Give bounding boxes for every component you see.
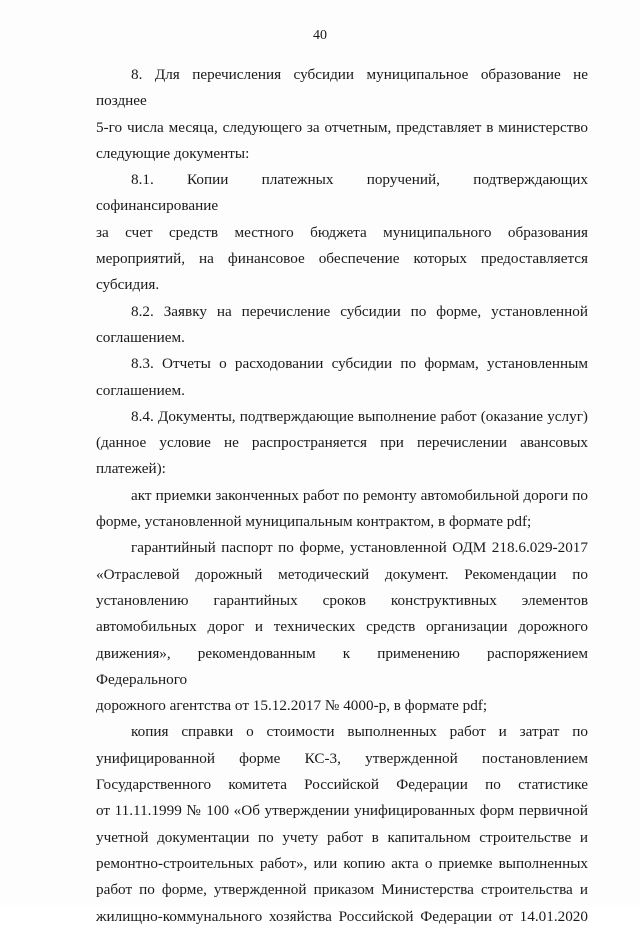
text-line: следующие документы: bbox=[96, 144, 250, 162]
text-line: автомобильных дорог и технических средств организации дорожного bbox=[96, 618, 588, 636]
text-line: работ по форме, утвержденной приказом Министерства строительства и bbox=[96, 881, 588, 899]
text-line: 8.1. Копии платежных поручений, подтверждающих софинансирование bbox=[96, 171, 588, 215]
text-line: учетной документации по учету работ в капитальном строительстве и bbox=[96, 828, 588, 846]
text-line: акт приемки законченных работ по ремонту автомобильной дороги по bbox=[131, 486, 588, 504]
paragraph-8-3 bbox=[96, 351, 588, 404]
page-number: 40 bbox=[313, 28, 327, 43]
text-line: 8.4. Документы, подтверждающие выполнение работ (оказание услуг) bbox=[131, 407, 588, 425]
text-line: 8.3. Отчеты о расходовании субсидии по формам, установленным bbox=[131, 355, 588, 373]
text-line: субсидия. bbox=[96, 276, 160, 294]
text-line: за счет средств местного бюджета муниципального образования bbox=[96, 223, 588, 241]
text-line: 8. Для перечисления субсидии муниципальное образование не позднее bbox=[96, 66, 588, 110]
text-line: ремонтно-строительных работ», или копию акта о приемке выполненных bbox=[96, 854, 588, 872]
text-line: от 11.11.1999 № 100 «Об утверждении унифицированных форм первичной bbox=[96, 802, 588, 820]
paragraph-warranty-passport bbox=[96, 535, 588, 719]
paragraph-8 bbox=[96, 62, 588, 167]
text-line: Государственного комитета Российской Федерации по статистике bbox=[96, 776, 588, 794]
text-line: жилищно-коммунального хозяйства Российской Федерации от 14.01.2020 bbox=[96, 907, 588, 925]
text-line: дорожного агентства от 15.12.2017 № 4000-р, в формате pdf; bbox=[96, 697, 488, 715]
paragraph-ks3-copy bbox=[96, 719, 588, 929]
text-line: мероприятий, на финансовое обеспечение которых предоставляется bbox=[96, 250, 588, 268]
text-line: движения», рекомендованным к применению распоряжением Федерального bbox=[96, 644, 588, 688]
paragraph-8-2 bbox=[96, 299, 588, 352]
document-body bbox=[96, 62, 588, 930]
text-line: (данное условие не распространяется при перечислении авансовых bbox=[96, 434, 588, 452]
text-line: 8.2. Заявку на перечисление субсидии по форме, установленной bbox=[131, 302, 588, 320]
text-line: копия справки о стоимости выполненных работ и затрат по bbox=[131, 723, 588, 741]
text-line: соглашением. bbox=[96, 381, 185, 399]
text-line: установлению гарантийных сроков конструктивных элементов bbox=[96, 591, 588, 609]
paragraph-8-4 bbox=[96, 404, 588, 483]
text-line: гарантийный паспорт по форме, установленной ОДМ 218.6.029-2017 bbox=[131, 539, 588, 557]
text-line: форме, установленной муниципальным контрактом, в формате pdf; bbox=[96, 513, 532, 531]
text-line: унифицированной форме КС-3, утвержденной постановлением bbox=[96, 749, 588, 767]
paragraph-act bbox=[96, 483, 588, 536]
paragraph-8-1 bbox=[96, 167, 588, 298]
text-line: «Отраслевой дорожный методический документ. Рекомендации по bbox=[96, 565, 588, 583]
text-line: соглашением. bbox=[96, 328, 185, 346]
text-line: платежей): bbox=[96, 460, 166, 478]
text-line: 5-го числа месяца, следующего за отчетным, представляет в министерство bbox=[96, 118, 588, 136]
